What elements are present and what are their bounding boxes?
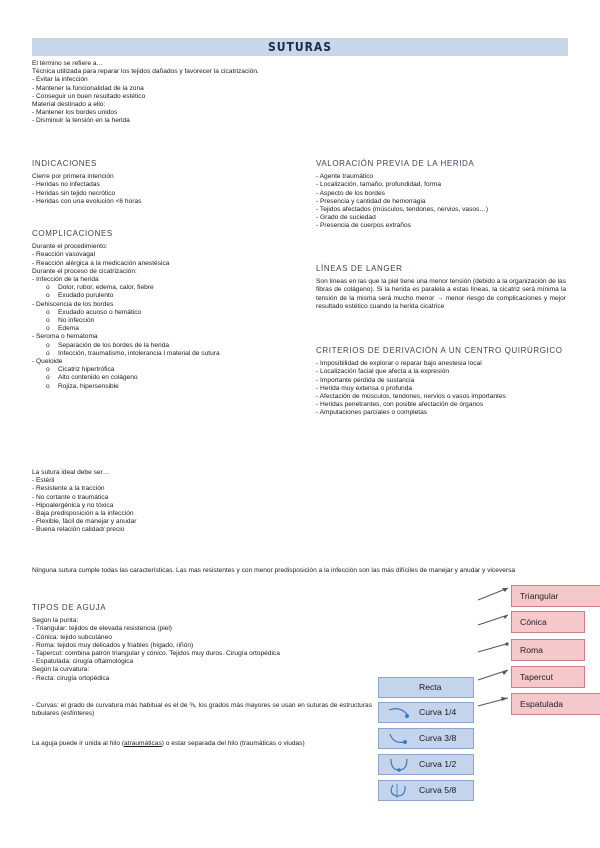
ideal-line: - Resistente a la tracción [32, 485, 105, 493]
tag-conica: Cónica [511, 611, 585, 633]
complicaciones-section [32, 230, 220, 391]
ninguna-text: Ninguna sutura cumple todas las características. Las mas resistentes y con menor predisposición a la infección son las más difíciles de manejar y anudar y viceversa [32, 567, 516, 574]
complicaciones-line: - Dehiscencia de los bordes [32, 300, 114, 308]
valoracion-line: - Aspecto de los bordes [316, 189, 385, 197]
langer-text: Son líneas en las que la piel tiene una menor tensión (debido a la organización de las fibras de colágeno). Si la herida es paralela a estas líneas, la cicatriz será mínima la tensión de la misma será mucho menor → menor riesgo de complicaciones y mejor resultado estético cuando la herida cicatrice [316, 278, 566, 310]
tag-curva-3-8 [378, 728, 474, 749]
complicaciones-line: - Reacción vasovagal [32, 251, 96, 259]
tag-curva-1-2-label: Curva 1/2 [419, 759, 457, 769]
intro-section [32, 60, 259, 126]
derivacion-section [316, 347, 563, 418]
indicaciones-line: Cierre por primera intención [32, 173, 114, 181]
indicaciones-line: - Heridas sin tejido necrótico [32, 189, 116, 197]
valoracion-line: - Agente traumático [316, 173, 374, 181]
complicaciones-line: - Infección de la herida [32, 276, 99, 284]
complicaciones-subline: o Cicatriz hipertrófica [32, 366, 220, 374]
tipos-line: - Espatulada: cirugía oftalmológica [32, 658, 134, 666]
tag-curva-1-4 [378, 702, 474, 723]
roma-needle-icon [474, 638, 514, 656]
hilo-text-pre: La aguja puede ir unida al hilo ( [32, 740, 125, 747]
ideal-line: - No cortante o traumática [32, 493, 109, 501]
valoracion-line: - Localización, tamaño, profundidad, forma [316, 181, 441, 189]
tipos-line: - Triangular: tejidos de elevada resistencia (piel) [32, 625, 173, 633]
tipos-line: - Recta: cirugía ortopédica [32, 674, 110, 682]
indicaciones-line: - Heridas con una evolución <6 horas [32, 197, 142, 205]
valoracion-heading: VALORACIÓN PREVIA DE LA HERIDA [316, 159, 475, 168]
tipos-line: Según la curvatura: [32, 666, 90, 674]
curva-1-2-icon [385, 756, 415, 773]
tag-recta [378, 677, 474, 698]
complicaciones-subline: o Dolor, rubor, edema, calor, fiebre [32, 284, 220, 292]
complicaciones-heading: COMPLICACIONES [32, 229, 113, 238]
tag-recta-label: Recta [419, 682, 442, 692]
langer-heading: LÍNEAS DE LANGER [316, 264, 403, 273]
curvas-text: - Curvas: el grado de curvatura más habitual es el de ⅜, los grados más mayores se usan en suturas de estructuras tubulares (esfínteres) [32, 702, 372, 718]
complicaciones-line: - Queloide [32, 358, 63, 366]
derivacion-heading: CRITERIOS DE DERIVACIÓN A UN CENTRO QUIRÚRGICO [316, 346, 563, 355]
indicaciones-line: - Heridas no infectadas [32, 181, 100, 189]
intro-line: - Mantener los bordes unidos [32, 109, 118, 117]
ideal-line: - Flexible, fácil de manejar y anudar [32, 518, 137, 526]
indicaciones-section [32, 160, 141, 206]
langer-section [316, 265, 566, 311]
complicaciones-subline: o Exudado acuoso o hemático [32, 309, 220, 317]
atraumaticas-term: atraumáticas [124, 740, 162, 747]
tipos-aguja-section [32, 604, 280, 683]
complicaciones-subline: o Separación de los bordes de la herida [32, 342, 220, 350]
valoracion-line: - Tejidos afectados (músculos, tendones, nervios, vasos…) [316, 206, 489, 214]
tag-curva-3-8-label: Curva 3/8 [419, 733, 457, 743]
valoracion-line: - Presencia de cuerpos extraños [316, 222, 411, 230]
hilo-text-post: ) o estar separada del hilo (traumáticas o viudas) [161, 740, 305, 747]
tag-curva-1-4-label: Curva 1/4 [419, 707, 457, 717]
complicaciones-subline: o Alto contenido en colágeno [32, 374, 220, 382]
derivacion-line: - Imposibilidad de explorar o reparar bajo anestesia local [316, 360, 482, 368]
conica-needle-icon [474, 610, 514, 628]
ideal-line: - Baja predisposición a la infección [32, 510, 134, 518]
tipos-line: - Tapercut: combina patrón triangular y cónico. Tejidos muy duros. Cirugía ortopédica [32, 650, 280, 658]
hilo-text [32, 740, 305, 748]
tipos-line: - Cónica: tejido subcutáneo [32, 633, 112, 641]
triangular-needle-icon [474, 584, 514, 602]
page-title: SUTURAS [32, 38, 568, 56]
tag-curva-5-8-label: Curva 5/8 [419, 785, 457, 795]
derivacion-line: - Heridas penetrantes, con posible afectación de órganos [316, 401, 484, 409]
valoracion-line: - Grado de suciedad [316, 214, 376, 222]
intro-line: - Mantener la funcionalidad de la zona [32, 84, 144, 92]
sutura-ideal-section [32, 469, 136, 535]
complicaciones-subline: o Infección, traumatismo, intolerancia l material de sutura [32, 350, 220, 358]
complicaciones-line: Durante el proceso de cicatrización: [32, 267, 137, 275]
complicaciones-subline: o Edema [32, 325, 220, 333]
ideal-line: La sutura ideal debe ser… [32, 469, 110, 476]
complicaciones-line: - Reacción alérgica a la medicación anestésica [32, 259, 170, 267]
curva-3-8-icon [385, 730, 415, 747]
intro-line: El término se refiere a… [32, 60, 104, 67]
tag-tapercut: Tapercut [511, 666, 585, 688]
derivacion-line: - Afectación de músculos, tendones, nervios o vasos importantes [316, 393, 506, 401]
curva-1-4-icon [385, 704, 415, 721]
intro-line: - Conseguir un buen resultado estético [32, 92, 146, 100]
curva-5-8-icon [385, 782, 415, 799]
tag-triangular: Triangular [511, 585, 600, 607]
curvas-section [32, 702, 372, 718]
tipos-line: Según la punta: [32, 617, 79, 625]
ideal-line: - Hipoalergénica y no tóxica [32, 501, 114, 509]
tipos-line: - Roma: tejidos muy delicados y friables (hígado, riñón) [32, 641, 194, 649]
hilo-section [32, 740, 305, 748]
ideal-line: - Buena relación calidad/ precio [32, 526, 125, 534]
derivacion-line: - Herida muy extensa o profunda [316, 384, 413, 392]
tag-roma: Roma [511, 639, 585, 661]
ideal-line: - Estéril [32, 477, 55, 485]
complicaciones-subline: o Rojiza, hipersensible [32, 383, 220, 391]
tag-espatulada: Espatulada [511, 693, 600, 715]
complicaciones-subline: o Exudado purulento [32, 292, 220, 300]
valoracion-section [316, 160, 488, 231]
intro-line: Técnica utilizada para reparar los tejidos dañados y favorecer la cicatrización. [32, 68, 259, 76]
tag-curva-5-8 [378, 780, 474, 801]
valoracion-line: - Presencia y cantidad de hemorragia [316, 197, 426, 205]
complicaciones-line: Durante el procedimiento: [32, 243, 108, 251]
intro-line: - Disminuir la tensión en la herida [32, 117, 130, 125]
espatulada-needle-icon [474, 692, 514, 710]
indicaciones-heading: INDICACIONES [32, 159, 97, 168]
intro-line: - Evitar la infección [32, 76, 88, 84]
complicaciones-line: - Seroma o hematoma [32, 333, 98, 341]
derivacion-line: - Importante pérdida de sustancia [316, 376, 415, 384]
derivacion-line: - Localización facial que afecta a la expresión [316, 368, 450, 376]
ninguna-section [32, 567, 568, 575]
intro-line: Material destinado a ello: [32, 101, 106, 109]
complicaciones-subline: o No infección [32, 317, 220, 325]
tipos-heading: TIPOS DE AGUJA [32, 603, 107, 612]
tapercut-needle-icon [474, 665, 514, 683]
tag-curva-1-2 [378, 754, 474, 775]
derivacion-line: - Amputaciones parciales o completas [316, 409, 428, 417]
